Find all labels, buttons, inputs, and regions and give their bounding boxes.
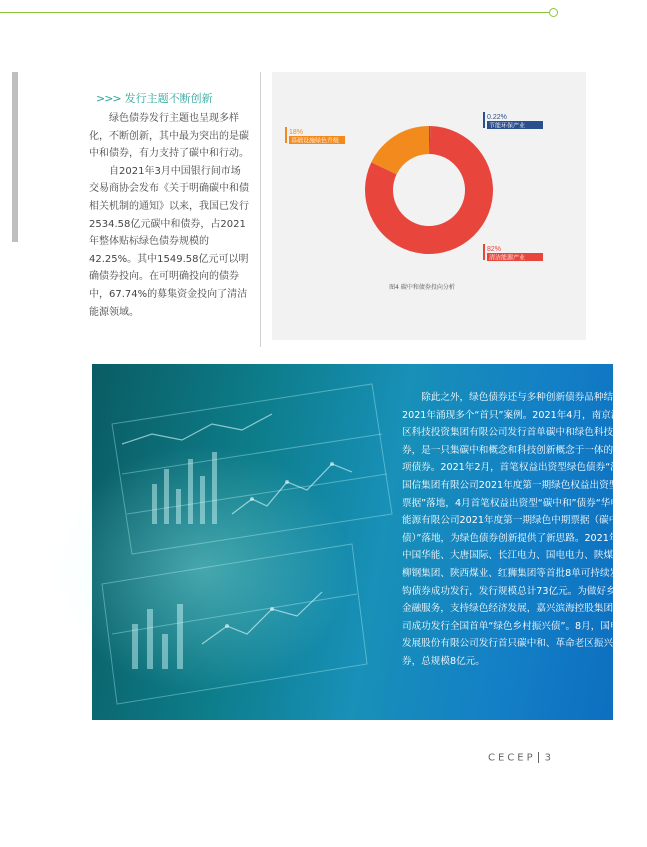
label-marker: [483, 244, 485, 260]
banner-text: [402, 389, 647, 671]
page-footer: [488, 752, 554, 764]
slice-percent-label: 0.22%: [487, 114, 507, 121]
slice-percent-label: 82%: [487, 246, 502, 253]
banner-panel: [92, 364, 645, 720]
intro-paragraph-2: 自2021年3月中国银行间市场交易商协会发布《关于明确碳中和债相关机制的通知》以来，我国已发行2534.58亿元碳中和债券，占2021年整体贴标绿色债券规模的42.25%。其中1549.58亿元可以明确债券投向。在可明确投向的债券中，67.74%的募集资金投向了清洁能源领域。: [89, 165, 249, 318]
slice-name-label: 节能环保产业: [489, 122, 526, 130]
footer-separator: [538, 752, 539, 763]
top-rule: [0, 12, 552, 13]
top-rule-end-marker: [549, 8, 558, 17]
slice-percent-label: 18%: [289, 129, 304, 136]
chart-panel: [272, 72, 586, 340]
label-marker: [285, 127, 287, 143]
intro-paragraph-1: 绿色债券发行主题也呈现多样化，不断创新，其中最为突出的是碳中和债券，有力支持了碳中和行动。: [89, 113, 249, 160]
donut-chart: [272, 72, 586, 302]
footer-brand: CECEP: [488, 752, 536, 764]
chart-caption: 图4 碳中和债券投向分析: [389, 284, 455, 291]
banner-paragraph: 除此之外，绿色债券还与多种创新债券品种结合，在2021年涌现多个“首只”案例。2021年4月，南京江北新区科技投资集团有限公司发行首单碳中和绿色科技创新债券，是一只集碳中和概念和科技创新概念于一体的双料专项债券。2021年2月，首笔权益出资型绿色债券“江苏省国信集团有限公司2021年度第一期绿色权益出资型中期票据”落地，4月首笔权益出资型“碳中和”债券“华电福新能源有限公司2021年度第一期绿色中期票据（碳中和债）”落地，为绿色债券创新提供了新思路。2021年5月，中国华能、大唐国际、长江电力、国电电力、陕煤集团、柳钢集团、陕西煤业、红狮集团等首批8单可持续发展挂钩债券成功发行，发行规模总计73亿元。为做好乡村振兴金融服务，支持绿色经济发展，嘉兴滨海控股集团有限公司成功发行全国首单“绿色乡村振兴债”。8月，国电电力发展股份有限公司发行首只碳中和、革命老区振兴双标债券，总规模8亿元。: [402, 392, 645, 667]
slice-name-label: 基础设施绿色升级: [291, 137, 340, 145]
intro-text: [89, 110, 249, 321]
slice-name-label: 清洁能源产业: [489, 254, 526, 262]
section-heading: [96, 90, 213, 106]
finance-charts-illustration: [92, 364, 392, 720]
label-marker: [483, 112, 485, 128]
page-number: 3: [544, 752, 555, 764]
section-title-text: 发行主题不断创新: [124, 92, 213, 105]
side-bar-accent: [12, 72, 18, 242]
chevrons-icon: >>>: [96, 92, 121, 105]
column-divider: [260, 72, 261, 347]
